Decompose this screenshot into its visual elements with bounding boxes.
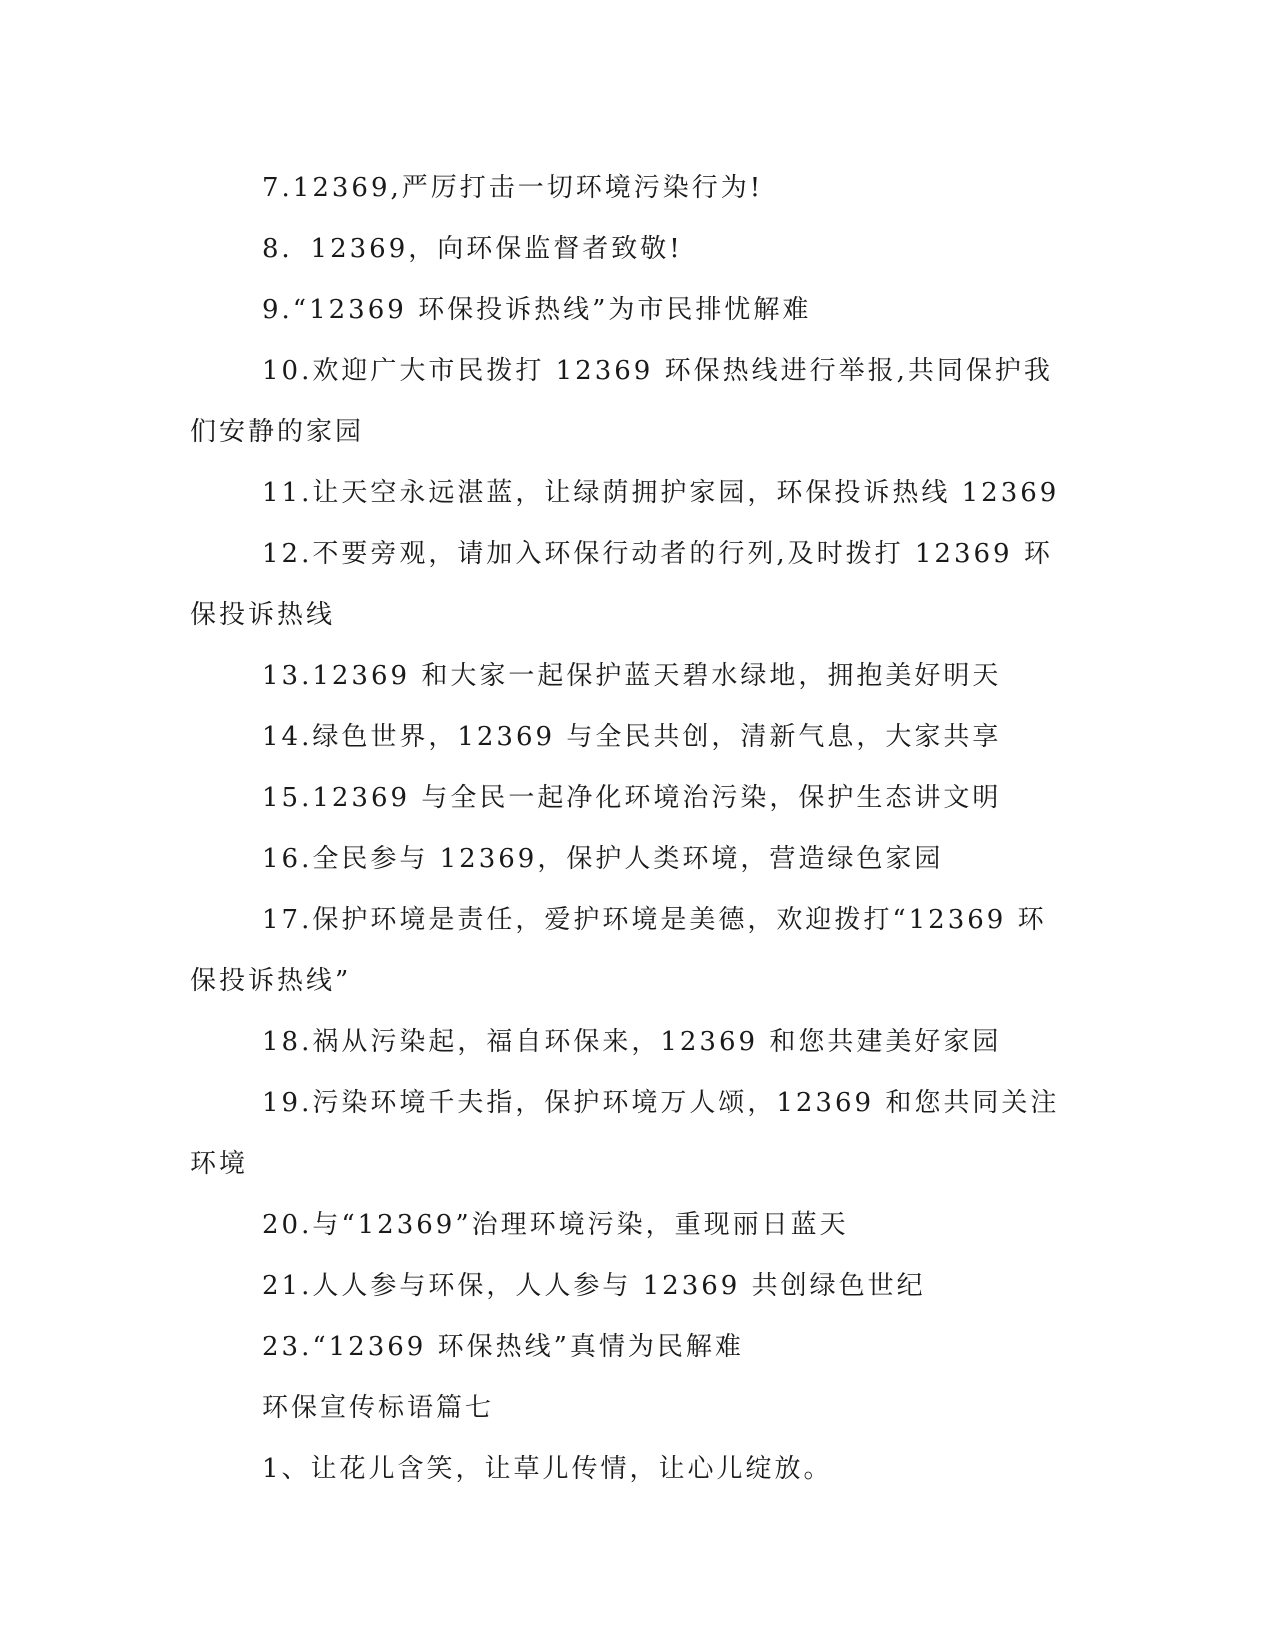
slogan-line-18: 18.祸从污染起，福自环保来，12369 和您共建美好家园 — [262, 1027, 1002, 1057]
slogan-line-11: 11.让天空永远湛蓝，让绿荫拥护家园，环保投诉热线 12369 — [262, 478, 1060, 508]
section-heading: 环保宣传标语篇七 — [262, 1393, 495, 1423]
slogan-line-12: 12.不要旁观，请加入环保行动者的行列,及时拨打 12369 环保投诉热线 — [190, 539, 1053, 630]
slogan-line-7: 7.12369,严厉打击一切环境污染行为! — [262, 173, 764, 203]
slogan-line-10: 10.欢迎广大市民拨打 12369 环保热线进行举报,共同保护我们安静的家园 — [190, 356, 1053, 447]
slogan-line-21: 21.人人参与环保，人人参与 12369 共创绿色世纪 — [262, 1271, 926, 1301]
slogan-line-15: 15.12369 与全民一起净化环境治污染，保护生态讲文明 — [262, 783, 1002, 813]
slogan-line-13: 13.12369 和大家一起保护蓝天碧水绿地，拥抱美好明天 — [262, 661, 1002, 691]
slogan-line-19: 19.污染环境千夫指，保护环境万人颂，12369 和您共同关注环境 — [190, 1088, 1060, 1179]
slogan-line-14: 14.绿色世界，12369 与全民共创，清新气息，大家共享 — [262, 722, 1002, 752]
slogan-line-23: 23.“12369 环保热线”真情为民解难 — [262, 1332, 744, 1362]
slogan-line-16: 16.全民参与 12369，保护人类环境，营造绿色家园 — [262, 844, 944, 874]
slogan-line-9: 9.“12369 环保投诉热线”为市民排忧解难 — [262, 295, 812, 325]
slogan-line-p7-1: 1、让花儿含笑，让草儿传情，让心儿绽放。 — [262, 1454, 833, 1484]
slogan-line-8: 8．12369，向环保监督者致敬! — [262, 234, 683, 264]
slogan-line-17: 17.保护环境是责任，爱护环境是美德，欢迎拨打“12369 环保投诉热线” — [190, 905, 1047, 996]
slogan-line-20: 20.与“12369”治理环境污染，重现丽日蓝天 — [262, 1210, 849, 1240]
document-body — [190, 158, 1070, 1500]
